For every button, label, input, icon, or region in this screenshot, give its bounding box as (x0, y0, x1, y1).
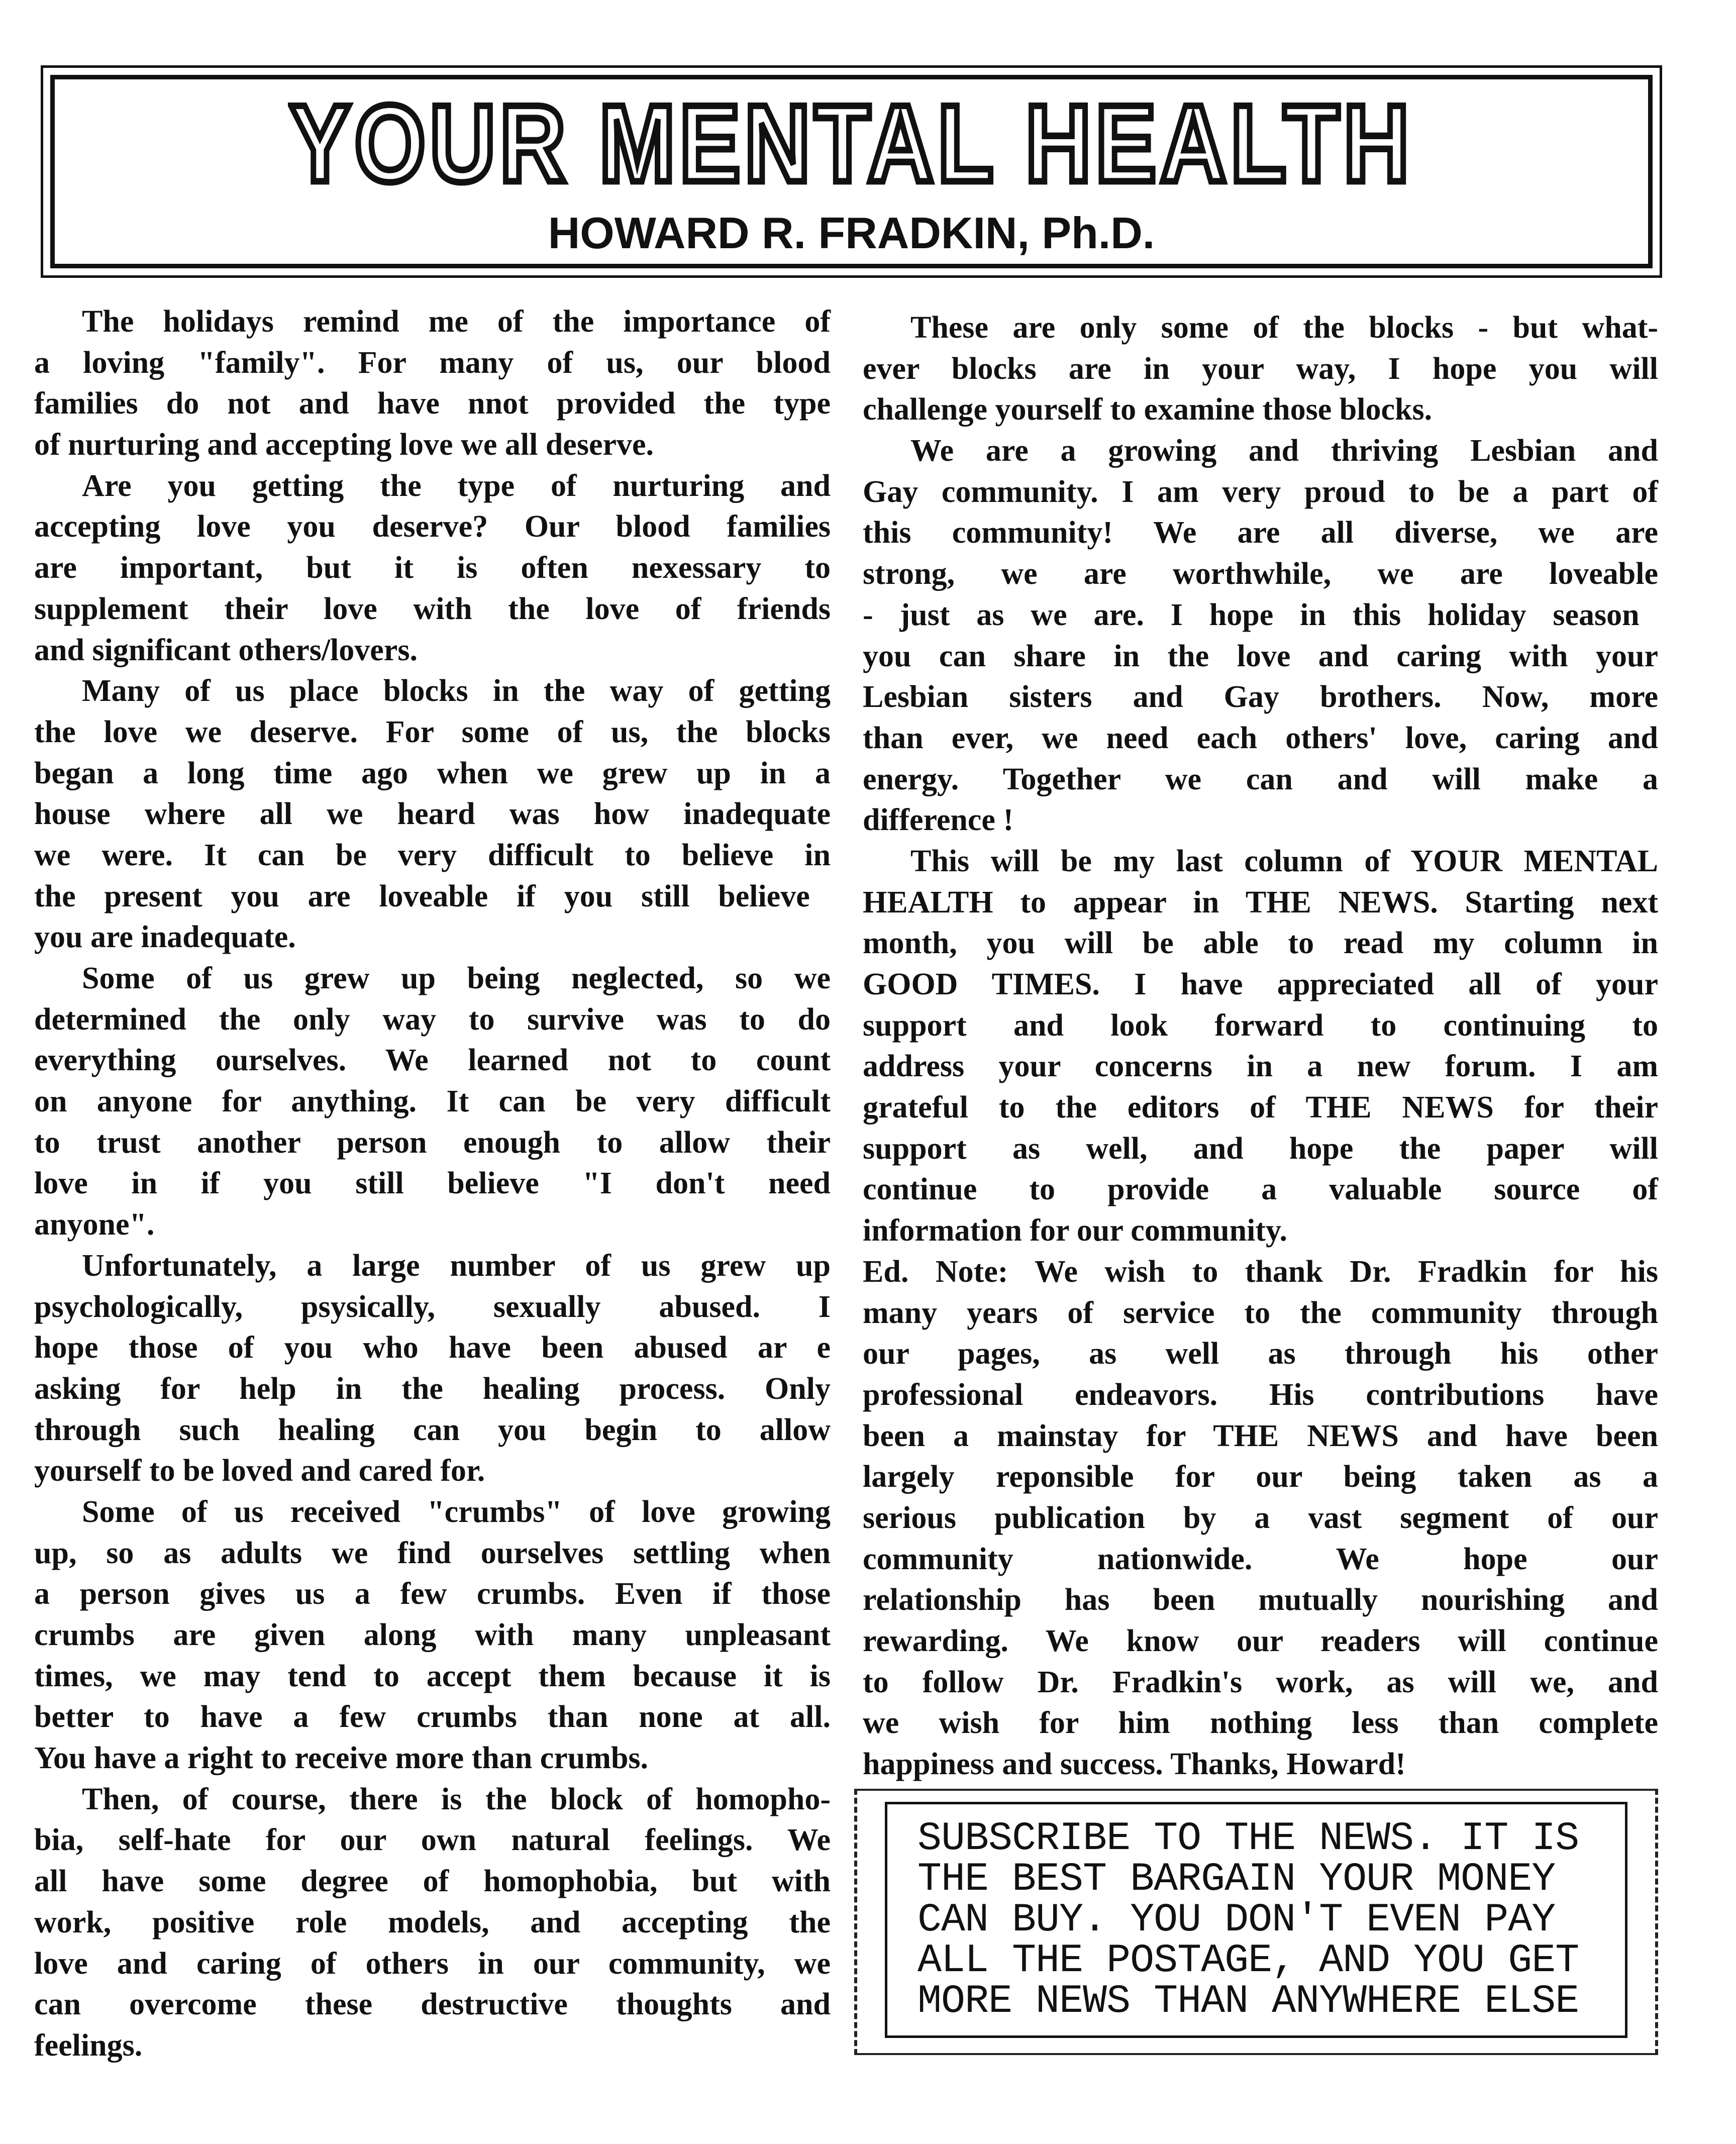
text-line: relationship has been mutually nourishing and (863, 1583, 1658, 1617)
text-line: to follow Dr. Fradkin's work, as will we, and (863, 1665, 1658, 1699)
header-inner-border (50, 75, 1653, 268)
paragraph (863, 841, 1658, 1252)
text-line: Lesbian sisters and Gay brothers. Now, more (863, 680, 1658, 714)
text-line: everything ourselves. We learned not to count (34, 1043, 831, 1078)
paragraph (863, 1252, 1658, 1785)
text-line: rewarding. We know our readers will continue (863, 1624, 1658, 1658)
text-line: Unfortunately, a large number of us grew up (82, 1248, 831, 1283)
text-line: hope those of you who have been abused ar e (34, 1331, 831, 1365)
text-line: Many of us place blocks in the way of getting (82, 674, 831, 708)
text-line: serious publication by a vast segment of our (863, 1500, 1658, 1535)
paragraph (34, 301, 831, 466)
paragraph (34, 1779, 831, 2067)
text-line: our pages, as well as through his other (863, 1337, 1658, 1371)
text-line: to trust another person enough to allow their (34, 1125, 831, 1160)
text-line: been a mainstay for THE NEWS and have been (863, 1418, 1658, 1453)
text-line: all have some degree of homophobia, but with (34, 1864, 831, 1899)
text-line: you are inadequate. (34, 920, 296, 955)
text-line: many years of service to the community through (863, 1295, 1658, 1330)
text-line: you can share in the love and caring with your (863, 639, 1658, 673)
text-line: energy. Together we can and will make a (863, 762, 1658, 796)
text-line: times, we may tend to accept them because it is (34, 1659, 831, 1693)
text-line: continue to provide a valuable source of (863, 1172, 1658, 1207)
text-line: and significant others/lovers. (34, 633, 418, 667)
text-line: happiness and success. Thanks, Howard! (863, 1747, 1406, 1782)
text-line: the love we deserve. For some of us, the blocks (34, 714, 831, 749)
text-line: love in if you still believe "I don't need (34, 1166, 831, 1201)
text-line: accepting love you deserve? Our blood families (34, 509, 831, 544)
text-line: HEALTH to appear in THE NEWS. Starting next (863, 885, 1658, 920)
text-line: on anyone for anything. It can be very difficult (34, 1084, 831, 1119)
text-line: up, so as adults we find ourselves settling when (34, 1536, 831, 1570)
text-line: support as well, and hope the paper will (863, 1131, 1658, 1166)
text-line: psychologically, psysically, sexually abused. I (34, 1289, 831, 1324)
subscribe-ad-frame (854, 1789, 1658, 2055)
text-line: better to have a few crumbs than none at all. (34, 1700, 831, 1734)
text-line: a person gives us a few crumbs. Even if those (34, 1577, 831, 1611)
text-line: we wish for him nothing less than complete (863, 1706, 1658, 1741)
text-line: house where all we heard was how inadequate (34, 797, 831, 832)
paragraph (34, 958, 831, 1246)
subscribe-ad-line: SUBSCRIBE TO THE NEWS. IT IS (917, 1816, 1579, 1862)
text-line: began a long time ago when we grew up in a (34, 756, 831, 790)
text-line: anyone". (34, 1207, 155, 1242)
text-line: families do not and have nnot provided the type (34, 386, 831, 421)
text-line: supplement their love with the love of friends (34, 591, 831, 626)
subscribe-ad-line: ALL THE POSTAGE, AND YOU GET (917, 1938, 1579, 1984)
text-line: yourself to be loved and cared for. (34, 1454, 485, 1488)
paragraph (34, 1492, 831, 1779)
text-line: You have a right to receive more than crumbs. (34, 1741, 649, 1776)
text-line: grateful to the editors of THE NEWS for their (863, 1090, 1658, 1125)
text-line: Some of us grew up being neglected, so we (82, 961, 831, 995)
text-line: we were. It can be very difficult to believe in (34, 838, 831, 872)
text-line: information for our community. (863, 1213, 1288, 1248)
text-line: can overcome these destructive thoughts and (34, 1987, 831, 2022)
text-line: - just as we are. I hope in this holiday season (863, 597, 1640, 632)
text-line: professional endeavors. His contributions have (863, 1377, 1658, 1412)
text-line: address your concerns in a new forum. I am (863, 1049, 1658, 1084)
text-line: largely reponsible for our being taken as a (863, 1460, 1658, 1494)
article-column-left (34, 301, 831, 2067)
paragraph (34, 466, 831, 671)
text-line: community nationwide. We hope our (863, 1542, 1658, 1576)
text-line: love and caring of others in our community, we (34, 1946, 831, 1981)
paragraph (34, 1246, 831, 1492)
author-byline: HOWARD R. FRADKIN, Ph.D. (548, 208, 1155, 258)
text-line: Some of us received "crumbs" of love growing (82, 1494, 831, 1529)
subscribe-ad-line: THE BEST BARGAIN YOUR MONEY (917, 1857, 1556, 1902)
text-line: than ever, we need each others' love, caring and (863, 721, 1658, 755)
text-line: the present you are loveable if you still believe (34, 879, 810, 913)
text-line: this community! We are all diverse, we are (863, 516, 1658, 550)
text-line: strong, we are worthwhile, we are loveable (863, 557, 1658, 591)
text-line: a loving "family". For many of us, our blood (34, 345, 831, 380)
paragraph (34, 671, 831, 958)
text-line: This will be my last column of YOUR MENTAL (910, 844, 1658, 878)
text-line: ever blocks are in your way, I hope you will (863, 351, 1658, 386)
text-line: month, you will be able to read my column in (863, 926, 1658, 961)
text-line: These are only some of the blocks - but what- (910, 311, 1658, 345)
text-line: difference ! (863, 803, 1014, 838)
subscribe-ad-line: CAN BUY. YOU DON'T EVEN PAY (917, 1897, 1556, 1943)
text-line: determined the only way to survive was to do (34, 1002, 831, 1037)
text-line: are important, but it is often nexessary to (34, 551, 831, 585)
text-line: We are a growing and thriving Lesbian and (910, 434, 1658, 468)
text-line: challenge yourself to examine those blocks. (863, 392, 1433, 427)
text-line: Are you getting the type of nurturing and (82, 468, 831, 503)
column-title: YOUR MENTAL HEALTH (289, 81, 1413, 205)
subscribe-ad-box (885, 1802, 1627, 2038)
text-line: bia, self-hate for our own natural feelings. We (34, 1823, 831, 1858)
paragraph (863, 308, 1658, 431)
paragraph (863, 431, 1658, 841)
column-header-box (41, 65, 1662, 278)
text-line: support and look forward to continuing to (863, 1008, 1658, 1043)
text-line: Ed. Note: We wish to thank Dr. Fradkin for his (863, 1254, 1658, 1289)
text-line: Gay community. I am very proud to be a part of (863, 474, 1658, 509)
text-line: GOOD TIMES. I have appreciated all of your (863, 967, 1658, 1001)
text-line: of nurturing and accepting love we all deserve. (34, 428, 654, 462)
subscribe-ad-line: MORE NEWS THAN ANYWHERE ELSE (917, 1979, 1579, 2024)
text-line: Then, of course, there is the block of homopho- (82, 1782, 831, 1816)
text-line: The holidays remind me of the importance of (82, 304, 831, 339)
text-line: feelings. (34, 2028, 143, 2063)
text-line: crumbs are given along with many unpleasant (34, 1618, 831, 1652)
article-column-right (863, 308, 1658, 1785)
text-line: asking for help in the healing process. Only (34, 1371, 831, 1406)
text-line: work, positive role models, and accepting the (34, 1905, 831, 1939)
text-line: through such healing can you begin to allow (34, 1412, 831, 1447)
